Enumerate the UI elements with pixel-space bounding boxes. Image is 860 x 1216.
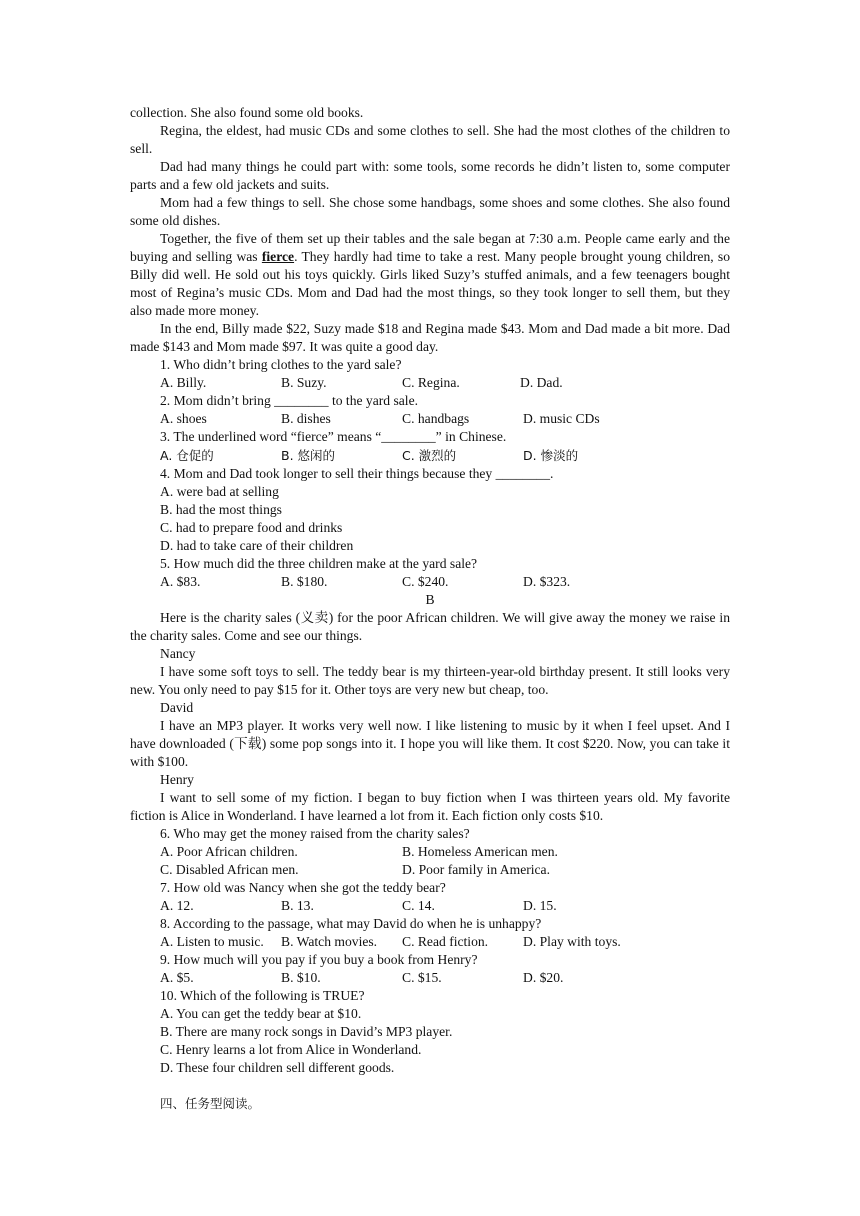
question-2: 2. Mom didn’t bring ________ to the yard sale. (160, 393, 419, 408)
option: B. Suzy. (281, 375, 327, 390)
option: C. Henry learns a lot from Alice in Wonderland. (160, 1042, 422, 1057)
seller-name-david: David (160, 700, 194, 715)
option: B. $10. (281, 970, 321, 985)
option: A. were bad at selling (160, 484, 279, 499)
question-6-options-row1 (130, 843, 730, 861)
question-1: 1. Who didn’t bring clothes to the yard sale? (160, 357, 402, 372)
question-8: 8. According to the passage, what may David do when he is unhappy? (160, 916, 542, 931)
seller-name-henry: Henry (160, 772, 194, 787)
passage-a-paragraph (130, 230, 730, 320)
question-8-options (130, 933, 730, 951)
option: A. Billy. (160, 375, 207, 390)
option: C. handbags (402, 411, 470, 426)
question-3: 3. The underlined word “fierce” means “________” in Chinese. (160, 429, 507, 444)
option: C. 激烈的 (402, 448, 457, 463)
option: D. had to take care of their children (160, 538, 354, 553)
question-6: 6. Who may get the money raised from the charity sales? (160, 826, 470, 841)
option: A. Poor African children. (160, 844, 298, 859)
seller-text-henry: I want to sell some of my fiction. I began to buy fiction when I was thirteen years old. My favorite fiction is Alice in Wonderland. I have learned a lot from it. Each fiction only costs $10. (130, 790, 730, 823)
passage-a-paragraph: Regina, the eldest, had music CDs and some clothes to sell. She had the most clothes of the children to sell. (130, 123, 730, 156)
text-run: . They hardly had time to take a rest. Many people brought young children, so Billy did well. He sold out his toys quickly. Girls liked Suzy’s stuffed animals, and a few teenagers bought most of Regina’s music CDs. Mom and Dad had the most things, so they took longer to sell them, but they also made more money. (130, 249, 730, 318)
passage-a-paragraph: Mom had a few things to sell. She chose some handbags, some shoes and some clothes. She also found some old dishes. (130, 195, 730, 228)
document-page (130, 104, 730, 1113)
seller-text-david: I have an MP3 player. It works very well now. I like listening to music by it when I feel upset. And I have downloaded (下载) some pop songs into it. I hope you will like them. It cost $220. Now, you can take it with $100. (130, 718, 730, 769)
section-b-heading: B (425, 592, 435, 607)
question-1-options (130, 374, 730, 392)
option: A. 仓促的 (160, 448, 214, 463)
option: A. $83. (160, 574, 201, 589)
question-3-options (130, 446, 730, 465)
option: D. $323. (523, 574, 571, 589)
passage-a-paragraph: Dad had many things he could part with: some tools, some records he didn’t listen to, some computer parts and a few old jackets and suits. (130, 159, 730, 192)
option: C. 14. (402, 898, 435, 913)
text-run: Together, the five of them set up their tables and the sale began at 7:30 a.m. People came early and the buying and selling was (130, 231, 730, 264)
passage-b-intro: Here is the charity sales (义卖) for the poor African children. We will give away the money we raise in the charity sales. Come and see our things. (130, 610, 730, 643)
option: C. $240. (402, 574, 449, 589)
question-4: 4. Mom and Dad took longer to sell their things because they ________. (160, 466, 554, 481)
option: D. Poor family in America. (402, 862, 550, 877)
question-5-options (130, 573, 730, 591)
question-5: 5. How much did the three children make at the yard sale? (160, 556, 478, 571)
section-4-heading: 四、任务型阅读。 (160, 1096, 261, 1111)
option: B. dishes (281, 411, 331, 426)
option: B. There are many rock songs in David’s MP3 player. (160, 1024, 453, 1039)
option: A. Listen to music. (160, 934, 264, 949)
option: C. Regina. (402, 375, 460, 390)
option: B. had the most things (160, 502, 282, 517)
passage-a-paragraph: In the end, Billy made $22, Suzy made $18 and Regina made $43. Mom and Dad made a bit more. Dad made $143 and Mom made $97. It was quite a good day. (130, 321, 730, 354)
option: C. Read fiction. (402, 934, 489, 949)
question-9-options (130, 969, 730, 987)
option: D. 15. (523, 898, 557, 913)
underlined-word: fierce (261, 249, 295, 264)
seller-name-nancy: Nancy (160, 646, 196, 661)
option: C. had to prepare food and drinks (160, 520, 343, 535)
option: B. Watch movies. (281, 934, 378, 949)
question-7-options (130, 897, 730, 915)
option: D. music CDs (523, 411, 600, 426)
option: D. $20. (523, 970, 564, 985)
option: D. These four children sell different goods. (160, 1060, 395, 1075)
seller-text-nancy: I have some soft toys to sell. The teddy bear is my thirteen-year-old birthday present. It still looks very new. You only need to pay $15 for it. Other toys are very new but cheap, too. (130, 664, 730, 697)
option: D. 惨淡的 (523, 448, 579, 463)
question-7: 7. How old was Nancy when she got the teddy bear? (160, 880, 446, 895)
option: B. Homeless American men. (402, 844, 558, 859)
question-2-options (130, 410, 730, 428)
option: A. You can get the teddy bear at $10. (160, 1006, 362, 1021)
passage-a-paragraph: collection. She also found some old books. (130, 105, 364, 120)
option: D. Play with toys. (523, 934, 621, 949)
question-6-options-row2 (130, 861, 730, 879)
spacer (130, 1077, 730, 1095)
option: B. 13. (281, 898, 314, 913)
option: A. 12. (160, 898, 194, 913)
option: C. Disabled African men. (160, 862, 299, 877)
option: D. Dad. (520, 375, 563, 390)
option: B. 悠闲的 (281, 448, 336, 463)
question-10: 10. Which of the following is TRUE? (160, 988, 365, 1003)
option: C. $15. (402, 970, 442, 985)
option: B. $180. (281, 574, 328, 589)
question-9: 9. How much will you pay if you buy a book from Henry? (160, 952, 478, 967)
option: A. shoes (160, 411, 207, 426)
option: A. $5. (160, 970, 194, 985)
